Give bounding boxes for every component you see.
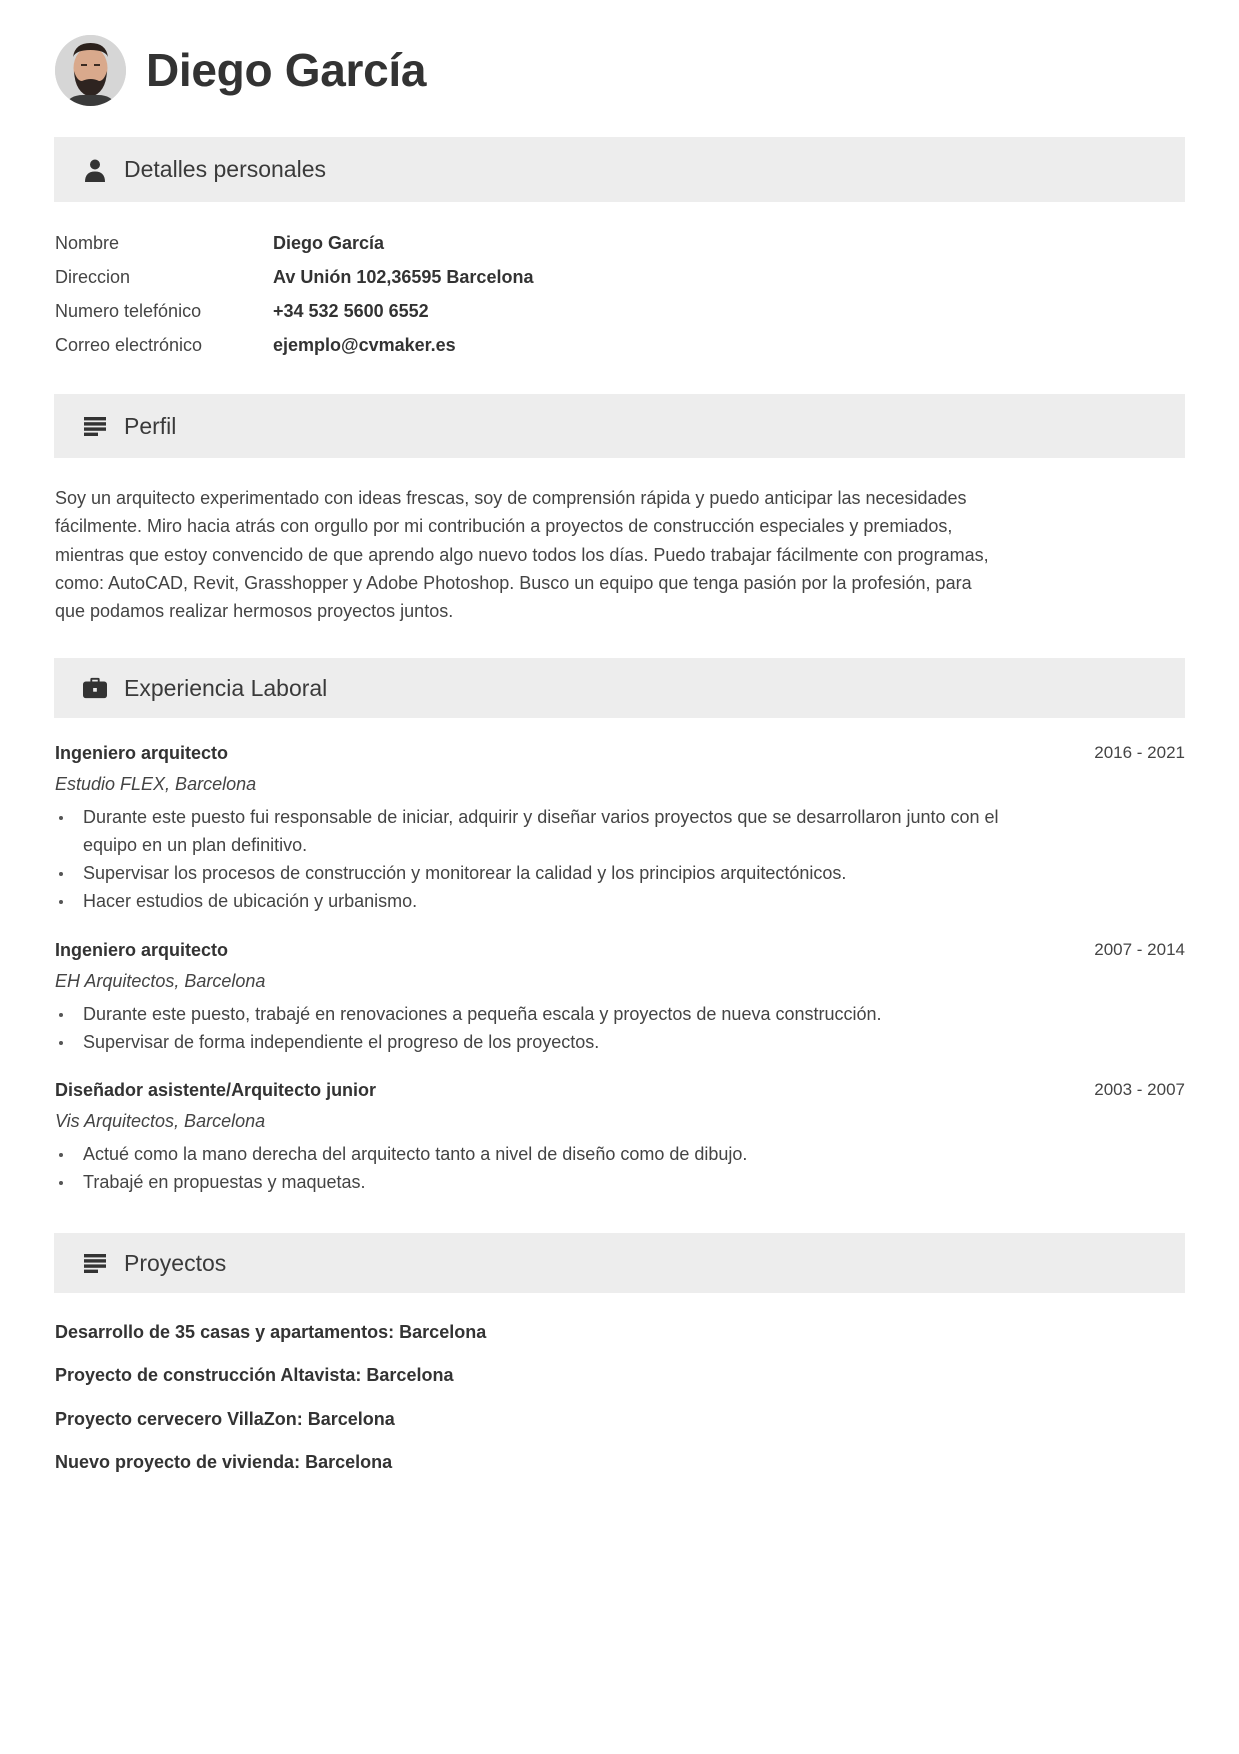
job-bullet: Durante este puesto, trabajé en renovaciones a pequeña escala y proyectos de nueva construcción. [55, 1000, 1035, 1028]
job-bullets [55, 1140, 1185, 1196]
profile-summary: Soy un arquitecto experimentado con ideas frescas, soy de comprensión rápida y puedo anticipar las necesidades fácilmente. Miro hacia atrás con orgullo por mi contribución a proyectos de construcción especiales y premiados, mientras que estoy convencido de que aprendo algo nuevo todos los días. Puedo trabajar fácilmente con programas, como: AutoCAD, Revit, Grasshopper y Adobe Photoshop. Busco un equipo que tenga pasión por la profesión, para que podamos realizar hermosos proyectos juntos. [55, 488, 989, 622]
section-header-experience [54, 658, 1185, 718]
section-header-profile [54, 394, 1185, 458]
detail-row-phone [55, 294, 533, 328]
section-title: Perfil [124, 412, 177, 439]
job-bullet: Actué como la mano derecha del arquitecto tanto a nivel de diseño como de dibujo. [55, 1140, 1035, 1168]
detail-label: Numero telefónico [55, 300, 202, 321]
detail-value: ejemplo@cvmaker.es [273, 334, 456, 355]
job-dates: 2016 - 2021 [1094, 743, 1185, 762]
job-bullet: Trabajé en propuestas y maquetas. [55, 1168, 1035, 1196]
job-dates: 2003 - 2007 [1094, 1080, 1185, 1099]
detail-label: Nombre [55, 232, 120, 253]
job-bullets [55, 1000, 1185, 1056]
section-header-projects [54, 1233, 1185, 1293]
detail-value: +34 532 5600 6552 [273, 300, 429, 321]
job-entry [55, 738, 1185, 915]
detail-value: Diego García [273, 232, 385, 253]
job-bullet: Durante este puesto fui responsable de iniciar, adquirir y diseñar varios proyectos que se desarrollaron junto con el equipo en un plan definitivo. [55, 803, 1035, 859]
detail-row-name [55, 226, 533, 260]
section-title: Experiencia Laboral [124, 674, 328, 701]
section-title: Detalles personales [124, 156, 327, 182]
project-item: Proyecto de construcción Altavista: Barcelona [55, 1365, 454, 1386]
job-title: Ingeniero arquitecto [55, 742, 229, 763]
avatar-photo-icon [55, 35, 126, 106]
person-icon [83, 158, 107, 182]
job-entry [55, 935, 1185, 1056]
text-lines-icon [83, 414, 107, 438]
detail-row-address [55, 260, 533, 294]
job-dates: 2007 - 2014 [1094, 940, 1185, 959]
project-item: Proyecto cervecero VillaZon: Barcelona [55, 1408, 395, 1429]
detail-value: Av Unión 102,36595 Barcelona [273, 266, 534, 287]
job-company: Estudio FLEX, Barcelona [55, 774, 257, 794]
section-title: Proyectos [124, 1249, 227, 1276]
job-bullet: Supervisar de forma independiente el progreso de los proyectos. [55, 1028, 1035, 1056]
job-title: Ingeniero arquitecto [55, 939, 229, 960]
job-bullet: Hacer estudios de ubicación y urbanismo. [55, 887, 1035, 915]
avatar [55, 35, 126, 106]
job-company: EH Arquitectos, Barcelona [55, 971, 266, 991]
project-item: Nuevo proyecto de vivienda: Barcelona [55, 1451, 393, 1472]
section-header-personal [54, 137, 1185, 202]
candidate-name: Diego García [146, 44, 427, 96]
job-company: Vis Arquitectos, Barcelona [55, 1111, 266, 1131]
text-lines-icon [83, 1251, 107, 1275]
detail-row-email [55, 328, 533, 362]
detail-label: Direccion [55, 266, 131, 287]
cv-header [55, 34, 426, 106]
personal-details [55, 226, 533, 362]
job-bullet: Supervisar los procesos de construcción y monitorear la calidad y los principios arquitectónicos. [55, 859, 1035, 887]
job-title: Diseñador asistente/Arquitecto junior [55, 1079, 377, 1100]
briefcase-icon [83, 676, 107, 700]
job-bullets [55, 803, 1185, 915]
projects-list [55, 1318, 486, 1491]
job-entry [55, 1075, 1185, 1196]
job-header [55, 935, 1185, 965]
detail-label: Correo electrónico [55, 334, 203, 355]
job-header [55, 1075, 1185, 1105]
project-item: Desarrollo de 35 casas y apartamentos: Barcelona [55, 1322, 487, 1342]
job-header [55, 738, 1185, 768]
